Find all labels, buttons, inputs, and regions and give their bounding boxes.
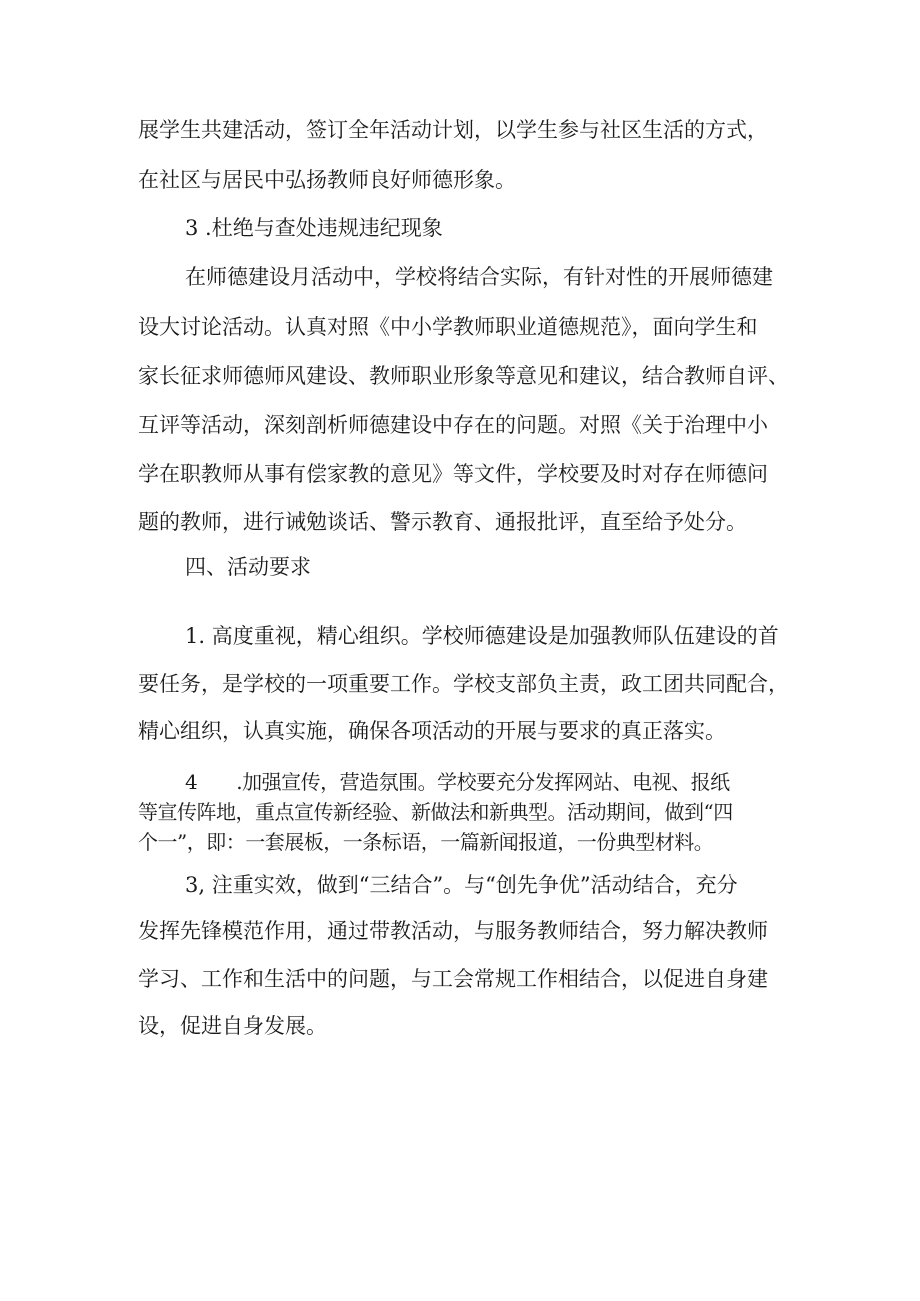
section-heading: 3 .杜绝与查处违规违纪现象 <box>185 216 443 240</box>
paragraph-line: 在社区与居民中弘扬教师良好师德形象。 <box>138 168 516 192</box>
paragraph-line: 1. 高度重视，精心组织。学校师德建设是加强教师队伍建设的首 <box>185 624 779 648</box>
paragraph-line: 等宣传阵地，重点宣传新经验、新做法和新典型。活动期间，做到“四 <box>138 800 733 824</box>
paragraph-line: 发挥先锋模范作用，通过带教活动，与服务教师结合，努力解决教师 <box>138 919 768 943</box>
paragraph-line: 要任务，是学校的一项重要工作。学校支部负主责，政工团共同配合， <box>138 672 789 696</box>
paragraph-line: 个一”，即：一套展板，一条标语，一篇新闻报道，一份典型材料。 <box>138 830 714 854</box>
paragraph-line: 4 .加强宣传，营造氛围。学校要充分发挥网站、电视、报纸 <box>185 770 730 794</box>
paragraph-line: 在师德建设月活动中，学校将结合实际，有针对性的开展师德建 <box>185 265 773 289</box>
paragraph-line: 3, 注重实效，做到“三结合”。与“创先争优”活动结合，充分 <box>185 873 738 897</box>
paragraph-line: 互评等活动，深刻剖析师德建设中存在的问题。对照《关于治理中小 <box>138 413 768 437</box>
paragraph-line: 设大讨论活动。认真对照《中小学教师职业道德规范》，面向学生和 <box>138 315 758 339</box>
paragraph-line: 家长征求师德师风建设、教师职业形象等意见和建议，结合教师自评、 <box>138 364 789 388</box>
paragraph-line: 题的教师，进行诫勉谈话、警示教育、通报批评，直至给予处分。 <box>138 510 747 534</box>
paragraph-line: 展学生共建活动，签订全年活动计划，以学生参与社区生活的方式， <box>138 118 768 142</box>
paragraph-line: 精心组织，认真实施，确保各项活动的开展与要求的真正落实。 <box>138 719 726 743</box>
section-heading: 四、活动要求 <box>185 555 311 579</box>
paragraph-line: 学在职教师从事有偿家教的意见》等文件，学校要及时对存在师德问 <box>138 462 768 486</box>
paragraph-line: 设，促进自身发展。 <box>138 1014 327 1038</box>
paragraph-line: 学习、工作和生活中的问题，与工会常规工作相结合，以促进自身建 <box>138 967 768 991</box>
